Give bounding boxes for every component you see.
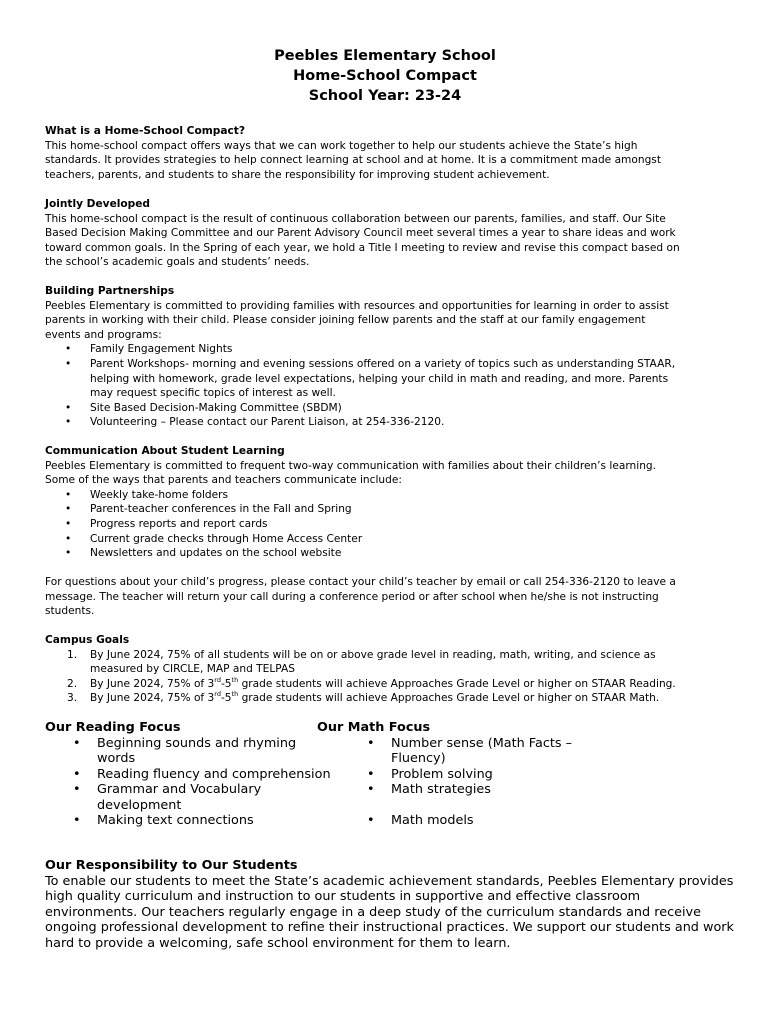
list-item-text: Volunteering – Please contact our Parent Liaison, at 254-336-2120. bbox=[90, 416, 445, 429]
list-item-text: Number sense (Math Facts – bbox=[391, 735, 573, 751]
section-heading: What is a Home-School Compact? bbox=[45, 125, 245, 137]
paragraph-line: ongoing professional development to refine their instructional practices. We support our students and work bbox=[45, 920, 734, 935]
bullet-icon: • bbox=[73, 782, 81, 797]
list-item-text: Math models bbox=[391, 813, 474, 828]
bullet-icon: • bbox=[367, 766, 375, 782]
document-title: Home-School Compact bbox=[293, 68, 477, 84]
goal-text bbox=[90, 691, 745, 706]
paragraph-line: Some of the ways that parents and teachers communicate include: bbox=[45, 474, 402, 487]
paragraph-line: students. bbox=[45, 605, 95, 618]
section-responsibility bbox=[45, 858, 745, 951]
list-item-text: helping with homework, grade level expectations, helping your child in math and reading, and more. Parents bbox=[90, 372, 669, 385]
list-item bbox=[45, 401, 735, 416]
paragraph-line: teachers, parents, and students to share the responsibility for improving student achievement. bbox=[45, 168, 550, 181]
section-what bbox=[45, 124, 735, 182]
bullet-icon: • bbox=[367, 782, 375, 797]
section-heading: Communication About Student Learning bbox=[45, 445, 285, 457]
paragraph-line: This home-school compact offers ways that we can work together to help our students achieve the State’s high bbox=[45, 139, 638, 152]
section-jointly bbox=[45, 197, 735, 270]
list-item bbox=[45, 532, 735, 547]
superscript: rd bbox=[214, 675, 221, 684]
paragraph-line: message. The teacher will return your call during a conference period or after school when he/she is not instructing bbox=[45, 590, 659, 603]
list-item-text: Making text connections bbox=[97, 813, 254, 828]
list-item bbox=[317, 782, 617, 798]
bullet-icon: • bbox=[65, 357, 72, 370]
superscript: rd bbox=[214, 690, 221, 699]
bullet-icon: • bbox=[73, 735, 81, 751]
bullet-icon: • bbox=[65, 343, 72, 356]
bullet-icon: • bbox=[65, 517, 72, 530]
goal-text bbox=[90, 677, 745, 692]
list-item bbox=[45, 488, 735, 503]
list-item-text: Family Engagement Nights bbox=[90, 343, 233, 356]
section-partnerships bbox=[45, 284, 735, 430]
bullet-icon: • bbox=[65, 532, 72, 545]
list-item-text: development bbox=[97, 797, 182, 813]
bullet-icon: • bbox=[65, 547, 72, 560]
goal-text-part: -5 bbox=[220, 677, 232, 690]
list-item bbox=[45, 546, 735, 561]
paragraph-line: the school’s academic goals and students’ needs. bbox=[45, 256, 310, 269]
bullet-icon: • bbox=[65, 488, 72, 501]
superscript: th bbox=[231, 690, 239, 699]
paragraph-line: Peebles Elementary is committed to providing families with resources and opportunities for learning in order to assist bbox=[45, 299, 669, 312]
section-heading: Our Math Focus bbox=[317, 720, 431, 735]
goal-number: 1. bbox=[67, 648, 78, 661]
list-item-text: Progress reports and report cards bbox=[90, 517, 268, 530]
goal-item bbox=[45, 648, 745, 677]
goal-text-part: grade students will achieve Approaches Grade Level or higher on STAAR Reading. bbox=[238, 677, 676, 690]
goal-text: measured by CIRCLE, MAP and TELPAS bbox=[90, 663, 295, 676]
list-item bbox=[317, 767, 617, 783]
section-heading: Our Reading Focus bbox=[45, 720, 181, 735]
section-communication bbox=[45, 444, 735, 561]
list-item-text: Problem solving bbox=[391, 766, 493, 782]
goal-text-part: -5 bbox=[220, 692, 232, 705]
goal-item bbox=[45, 691, 745, 706]
superscript: th bbox=[231, 675, 239, 684]
goal-item bbox=[45, 677, 745, 692]
list-item bbox=[45, 342, 735, 357]
paragraph-line: high quality curriculum and instruction to our students in supportive and effective classroom bbox=[45, 889, 641, 904]
goal-text: By June 2024, 75% of all students will be on or above grade level in reading, math, writing, and science as bbox=[90, 648, 656, 661]
list-item-text: Site Based Decision-Making Committee (SBDM) bbox=[90, 401, 342, 414]
list-item-text: may request specific topics of interest as well. bbox=[90, 387, 336, 400]
list-item-text: Beginning sounds and rhyming bbox=[97, 735, 297, 751]
list-item bbox=[317, 813, 617, 829]
bullet-icon: • bbox=[73, 813, 81, 828]
list-item-text: Reading fluency and comprehension bbox=[97, 766, 331, 782]
section-heading: Building Partnerships bbox=[45, 285, 175, 297]
list-item-text: words bbox=[97, 751, 136, 766]
school-year: School Year: 23-24 bbox=[308, 88, 462, 104]
section-heading: Jointly Developed bbox=[45, 198, 151, 210]
bullet-icon: • bbox=[65, 503, 72, 516]
list-item bbox=[45, 415, 735, 430]
paragraph-line: standards. It provides strategies to help connect learning at school and at home. It is a commitment made amongst bbox=[45, 154, 661, 167]
paragraph-line: toward common goals. In the Spring of each year, we hold a Title I meeting to review and revise this compact based on bbox=[45, 241, 680, 254]
list-item bbox=[317, 736, 617, 767]
paragraph-line: events and programs: bbox=[45, 328, 162, 341]
list-item bbox=[45, 357, 735, 401]
bullet-icon: • bbox=[65, 416, 72, 429]
list-item bbox=[45, 813, 345, 829]
list-item-text: Weekly take-home folders bbox=[90, 488, 229, 501]
paragraph-line: Based Decision Making Committee and our Parent Advisory Council meet several times a year to share ideas and work bbox=[45, 227, 676, 240]
list-item-text: Grammar and Vocabulary bbox=[97, 782, 262, 797]
section-heading: Campus Goals bbox=[45, 634, 130, 646]
bullet-icon: • bbox=[73, 766, 81, 782]
list-item bbox=[45, 502, 735, 517]
list-item-text: Parent Workshops- morning and evening sessions offered on a variety of topics such as understanding STAAR, bbox=[90, 357, 676, 370]
list-item-text: Math strategies bbox=[391, 782, 491, 797]
list-item bbox=[45, 767, 345, 783]
bullet-icon: • bbox=[367, 735, 375, 751]
goal-text-part: By June 2024, 75% of 3 bbox=[90, 677, 215, 690]
paragraph-line: hard to provide a welcoming, safe school environment for them to learn. bbox=[45, 935, 511, 951]
list-item bbox=[45, 517, 735, 532]
school-name: Peebles Elementary School bbox=[274, 48, 496, 64]
list-item bbox=[45, 736, 345, 767]
math-focus bbox=[317, 720, 617, 829]
bullet-icon: • bbox=[65, 401, 72, 414]
goal-number: 2. bbox=[67, 677, 78, 690]
bullet-icon: • bbox=[367, 813, 375, 828]
list-item-text: Current grade checks through Home Access Center bbox=[90, 532, 363, 545]
paragraph-line: environments. Our teachers regularly engage in a deep study of the curriculum standards and receive bbox=[45, 904, 701, 920]
list-item-text: Newsletters and updates on the school website bbox=[90, 547, 342, 560]
paragraph-line: To enable our students to meet the State’s academic achievement standards, Peebles Elementary provides bbox=[45, 873, 734, 889]
paragraph-line: This home-school compact is the result of continuous collaboration between our parents, families, and staff. Our Site bbox=[45, 212, 666, 225]
list-item bbox=[45, 782, 345, 813]
goal-text-part: grade students will achieve Approaches Grade Level or higher on STAAR Math. bbox=[238, 692, 660, 705]
paragraph-line: For questions about your child’s progress, please contact your child’s teacher by email or call 254-336-2120 to leave a bbox=[45, 576, 676, 588]
section-heading: Our Responsibility to Our Students bbox=[45, 858, 298, 873]
goal-number: 3. bbox=[67, 692, 78, 705]
reading-focus bbox=[45, 720, 345, 829]
goal-text-part: By June 2024, 75% of 3 bbox=[90, 692, 215, 705]
paragraph-line: Peebles Elementary is committed to frequent two-way communication with families about their children’s learning. bbox=[45, 459, 657, 472]
list-item-text: Parent-teacher conferences in the Fall and Spring bbox=[90, 503, 352, 516]
paragraph-line: parents in working with their child. Please consider joining fellow parents and the staff at our family engagement bbox=[45, 314, 646, 327]
section-questions bbox=[45, 575, 735, 619]
section-goals bbox=[45, 633, 745, 706]
list-item-text: Fluency) bbox=[391, 751, 446, 766]
